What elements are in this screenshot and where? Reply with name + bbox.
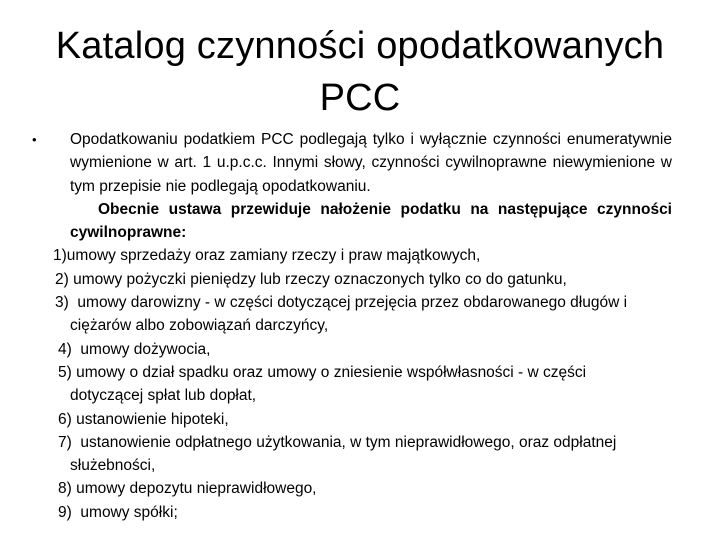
bullet-paragraph (0, 128, 720, 198)
list-item (0, 501, 672, 524)
page-title-line-1: Katalog czynności opodatkowanych (55, 25, 665, 67)
list-item-continuation: ciężarów albo zobowiązań darczyńcy, (70, 317, 329, 335)
list-item (0, 338, 672, 361)
list-item-text: umowy depozytu nieprawidłowego, (71, 480, 317, 498)
list-item-text: umowy darowizny - w części dotyczącej przejęcia przez obdarowanego długów i (68, 294, 628, 312)
list-item-text: ustanowienie hipoteki, (71, 410, 229, 428)
list-item (0, 431, 672, 478)
bullet-icon: • (32, 132, 37, 147)
list-item-number: 7) (58, 433, 72, 451)
list-item-number: 9) (58, 503, 72, 521)
list-item-text: umowy o dział spadku oraz umowy o zniesienie współwłasności - w części (71, 363, 587, 381)
list-item (0, 291, 672, 338)
list-item (0, 408, 672, 431)
list-item-number: 2) (55, 270, 69, 288)
list-item-text: umowy pożyczki pieniędzy lub rzeczy oznaczonych tylko co do gatunku, (68, 270, 567, 288)
page-title-line-2: PCC (319, 77, 401, 119)
list-item (0, 477, 672, 500)
list-item-number: 3) (55, 294, 69, 312)
list-item-number: 4) (58, 340, 72, 358)
list-item-continuation: służebności, (70, 457, 156, 475)
list-item-text: umowy dożywocia, (71, 340, 211, 358)
list-item-continuation: dotyczącej spłat lub dopłat, (70, 387, 257, 405)
intro-paragraph: Opodatkowaniu podatkiem PCC podlegają tylko i wyłącznie czynności enumeratywnie wymienione w art. 1 u.p.c.c. Innymi słowy, czynności cywilnoprawne niewymienione w tym przepisie nie podlegają opodatkowaniu. (70, 131, 672, 195)
list-item (0, 268, 672, 291)
list-item (0, 244, 672, 267)
list-item-text: umowy sprzedaży oraz zamiany rzeczy i praw majątkowych, (66, 247, 481, 265)
list-item (0, 361, 672, 408)
list-item-number: 5) (58, 363, 72, 381)
list-item-number: 8) (58, 480, 72, 498)
list-item-text: ustanowienie odpłatnego użytkowania, w tym nieprawidłowego, oraz odpłatnej (71, 433, 617, 451)
list-item-text: umowy spółki; (71, 503, 178, 521)
lead-paragraph: Obecnie ustawa przewiduje nałożenie podatku na następujące czynności cywilnoprawne: (70, 200, 672, 242)
content-body (0, 128, 720, 524)
page-title (20, 20, 700, 124)
list-item-number: 1) (53, 247, 67, 265)
list-item-number: 6) (58, 410, 72, 428)
items-list (0, 244, 720, 524)
